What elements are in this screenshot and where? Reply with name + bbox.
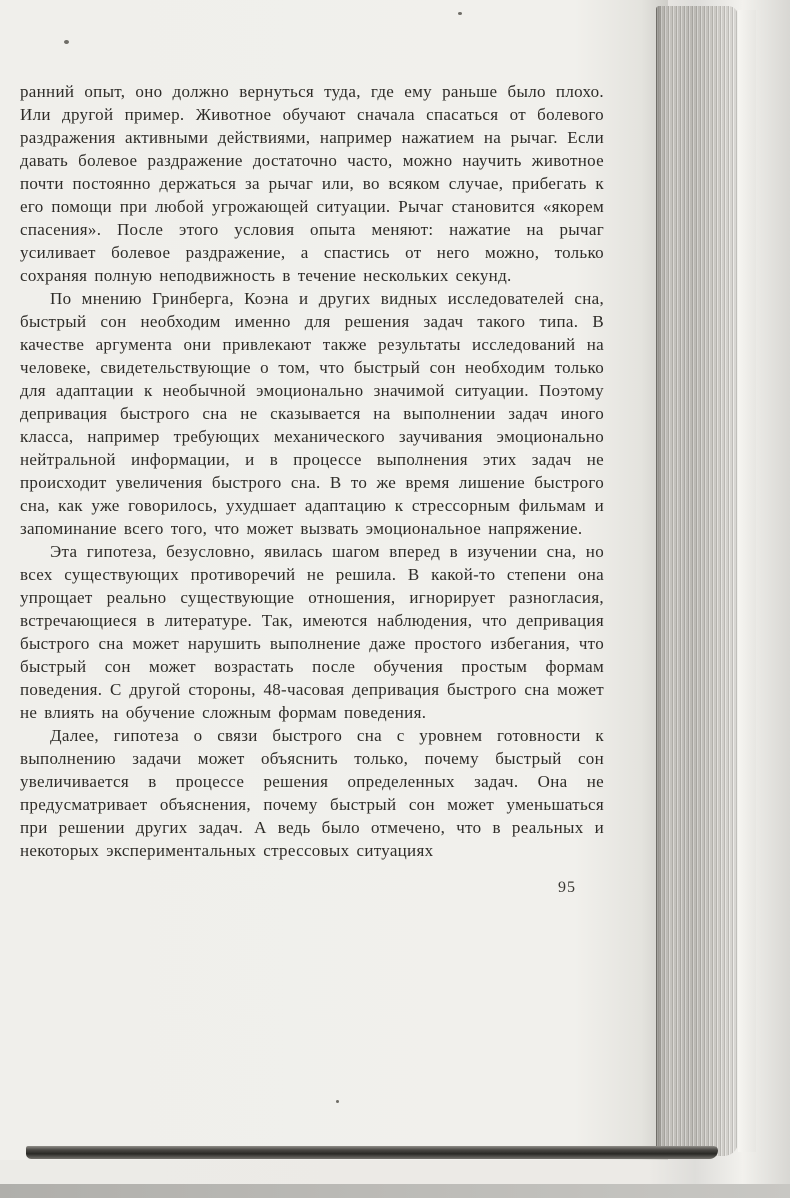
scan-speck	[64, 40, 69, 44]
scan-background-strip	[738, 10, 756, 1152]
scan-speck	[336, 1100, 339, 1103]
book-bottom-edge	[26, 1146, 718, 1159]
paragraph: Эта гипотеза, безусловно, явилась шагом вперед в изучении сна, но всех существующих противоречий не решила. В какой-то степени она упрощает реально существующие отношения, игнорирует разногласия, встречающиеся в литературе. Так, имеются наблюдения, что депривация быстрого сна может нарушить выполнение даже простого избегания, что быстрый сон может возрастать после обучения простым формам поведения. С другой стороны, 48-часовая депривация быстрого сна может не влиять на обучение сложным формам поведения.	[20, 542, 604, 722]
page-number: 95	[558, 879, 576, 896]
paragraph: ранний опыт, оно должно вернуться туда, где ему раньше было плохо. Или другой пример. Животное обучают сначала спасаться от болевого раздражения активными действиями, например нажатием на рычаг. Если давать болевое раздражение достаточно часто, можно научить животное почти постоянно держаться за рычаг или, во всяком случае, прибегать к его помощи при любой угрожающей ситуации. Рычаг становится «якорем спасения». После этого условия опыта меняют: нажатие на рычаг усиливает болевое раздражение, а спастись от него можно, только сохраняя полную неподвижность в течение нескольких секунд.	[20, 82, 604, 285]
paragraph: По мнению Гринберга, Коэна и других видных исследователей сна, быстрый сон необходим именно для решения задач такого типа. В качестве аргумента они привлекают также результаты исследований на человеке, свидетельствующие о том, что быстрый сон необходим только для адаптации к необычной эмоционально значимой ситуации. Поэтому депривация быстрого сна не сказывается на выполнении задач иного класса, например требующих механического заучивания эмоционально нейтральной информации, и в процессе выполнения этих задач не происходит увеличения быстрого сна. В то же время лишение быстрого сна, как уже говорилось, ухудшает адаптацию к стрессорным фильмам и запоминание всего того, что может вызвать эмоциональное напряжение.	[20, 289, 604, 538]
page-text	[20, 80, 604, 899]
paragraph: Далее, гипотеза о связи быстрого сна с уровнем готовности к выполнению задачи может объяснить только, почему быстрый сон увеличивается в процессе решения определенных задач. Она не предусматривает объяснения, почему быстрый сон может уменьшаться при решении других задач. А ведь было отмечено, что в реальных и некоторых экспериментальных стрессовых ситуациях	[20, 726, 604, 860]
book-fore-edge	[656, 6, 738, 1156]
scan-speck	[458, 12, 462, 15]
scan-bottom-band	[0, 1184, 790, 1198]
